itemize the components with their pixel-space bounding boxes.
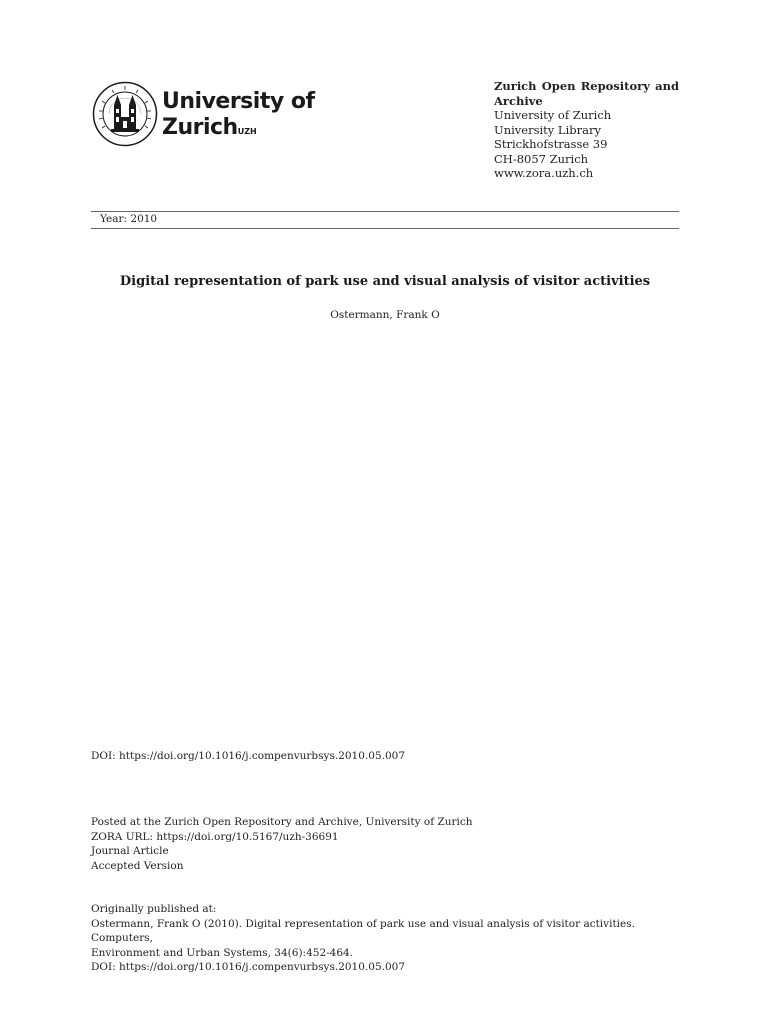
address-line: Strickhofstrasse 39 — [494, 137, 608, 151]
university-logo — [92, 81, 332, 149]
original-publication — [91, 902, 691, 975]
wordmark-uzh: UZH — [237, 127, 257, 136]
wordmark-zurich: Zurich — [162, 115, 238, 140]
repository-name-line2: Archive — [494, 93, 543, 108]
doi-link[interactable]: DOI: https://doi.org/10.1016/j.compenvurbsys.2010.05.007 — [91, 750, 406, 762]
address-line: University Library — [494, 122, 601, 137]
item-type: Journal Article — [91, 845, 169, 857]
citation-line: Ostermann, Frank O (2010). Digital representation of park use and visual analysis of visitor activities. Computers, — [91, 917, 635, 944]
address-line: University of Zurich — [494, 108, 612, 122]
address-line: CH-8057 Zurich — [494, 151, 589, 166]
original-heading: Originally published at: — [91, 903, 217, 915]
university-wordmark — [162, 89, 315, 141]
repository-address — [494, 79, 679, 181]
repository-url[interactable]: www.zora.uzh.ch — [494, 166, 594, 180]
original-doi-link[interactable]: DOI: https://doi.org/10.1016/j.compenvurbsys.2010.05.007 — [91, 961, 406, 973]
version: Accepted Version — [91, 859, 184, 872]
zora-url[interactable]: ZORA URL: https://doi.org/10.5167/uzh-36691 — [91, 830, 339, 843]
bottom-divider — [91, 228, 679, 229]
publication-year: Year: 2010 — [100, 213, 158, 225]
repository-name-line1: Zurich Open Repository and — [494, 79, 679, 93]
citation-line: Environment and Urban Systems, 34(6):452-464. — [91, 946, 354, 959]
posting-info — [91, 815, 691, 873]
posting-line: Posted at the Zurich Open Repository and Archive, University of Zurich — [91, 816, 473, 828]
paper-title: Digital representation of park use and visual analysis of visitor activities — [119, 274, 651, 289]
paper-author: Ostermann, Frank O — [330, 309, 440, 321]
wordmark-line2 — [162, 115, 315, 141]
university-seal-icon — [92, 81, 158, 147]
top-divider — [91, 211, 679, 212]
wordmark-line1: University of — [162, 89, 315, 114]
